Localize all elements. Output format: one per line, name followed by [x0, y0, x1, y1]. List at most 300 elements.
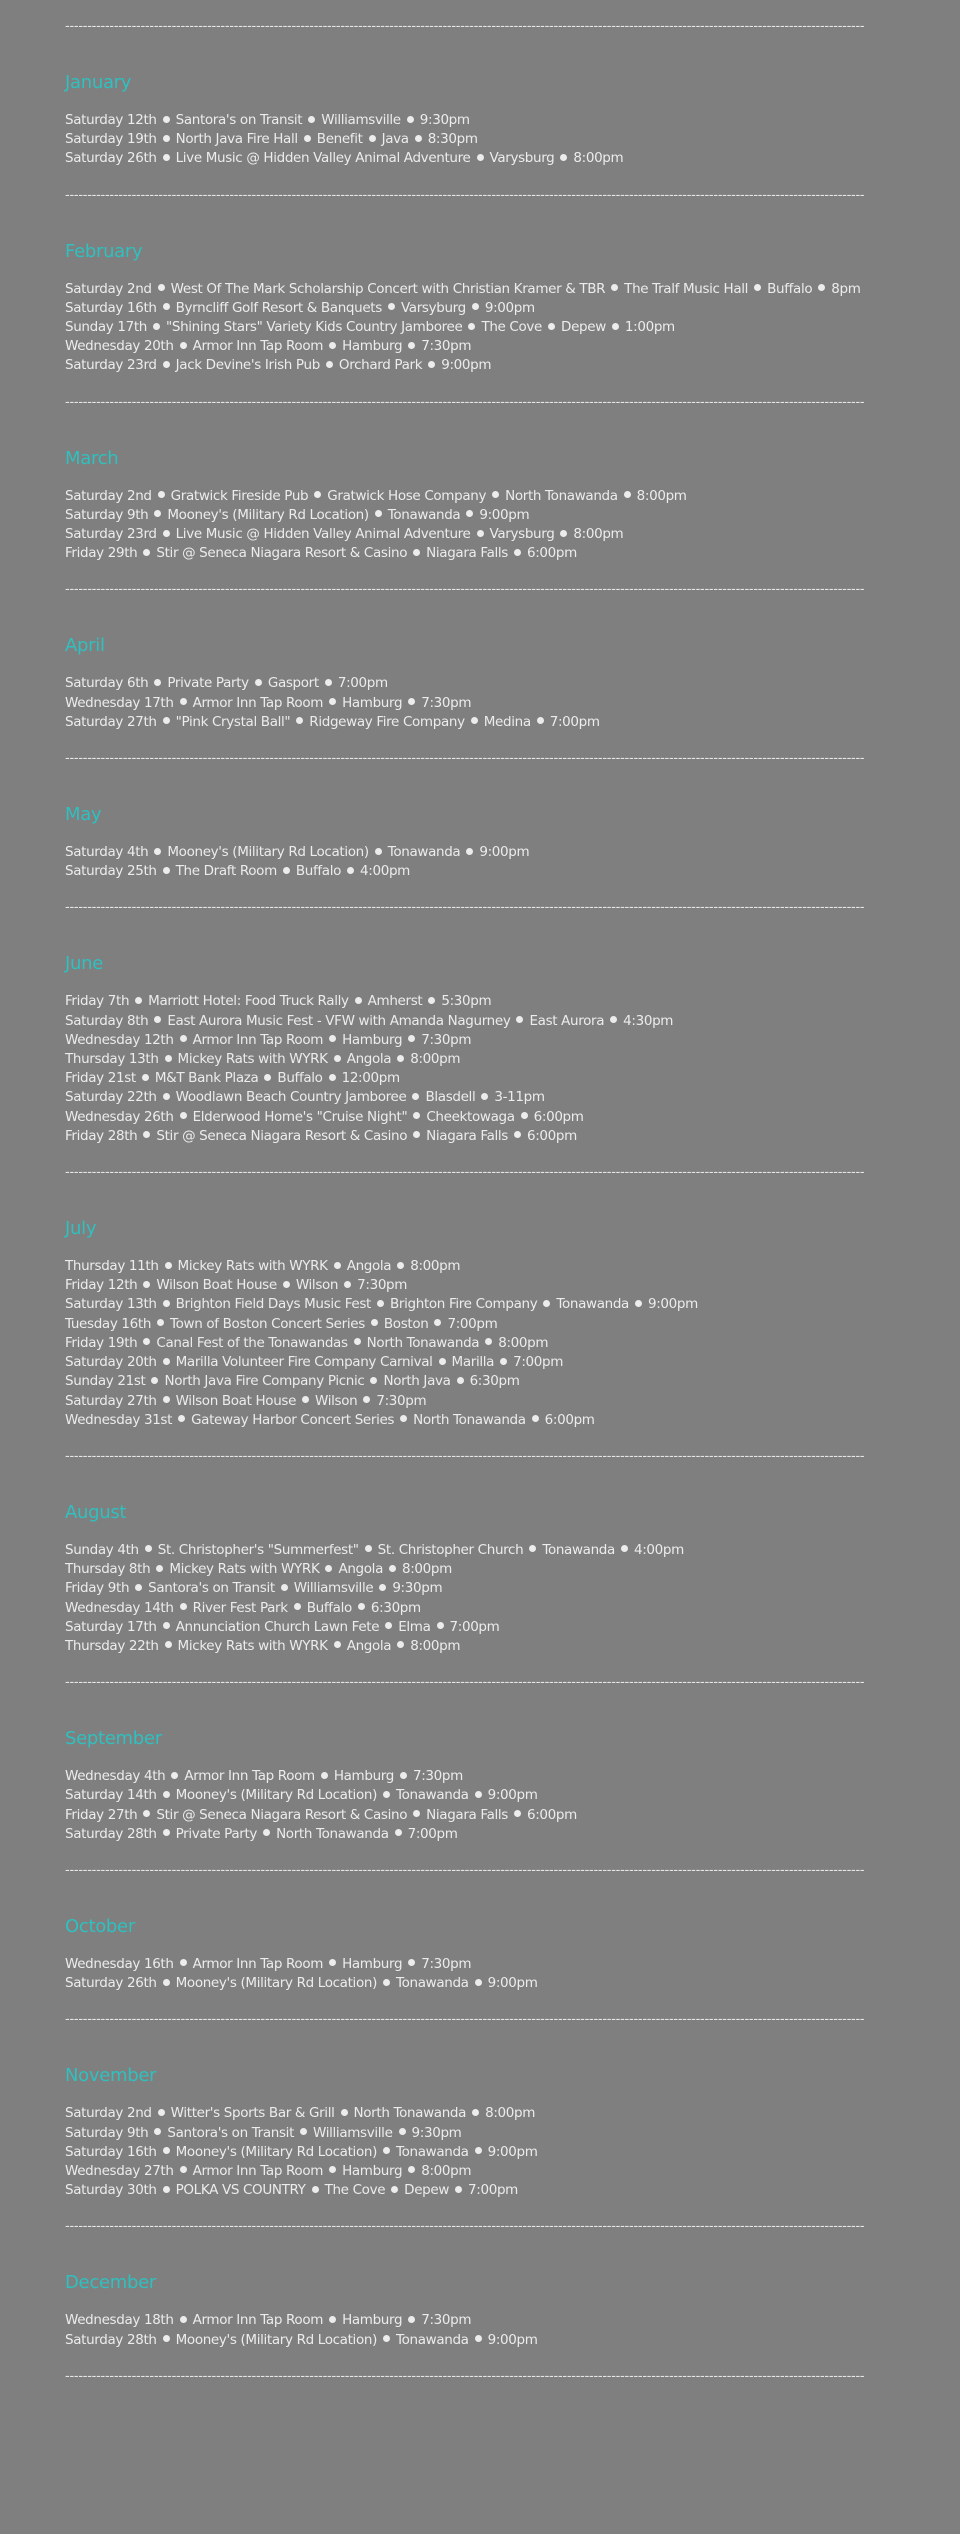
bullet-separator-icon: [154, 848, 161, 855]
event-detail: Elderwood Home's "Cruise Night": [192, 1108, 408, 1125]
bullet-separator-icon: [163, 1396, 170, 1403]
bullet-separator-icon: [142, 1074, 149, 1081]
event-detail: Buffalo: [277, 1070, 323, 1087]
event-item: [65, 2104, 960, 2123]
event-detail: Mooney's (Military Rd Location): [175, 1975, 377, 1992]
bullet-separator-icon: [163, 1093, 170, 1100]
event-detail: Hamburg: [333, 1768, 394, 1785]
schedule-list: [65, 18, 960, 2404]
event-date: Sunday 4th: [65, 1541, 139, 1558]
event-detail: Stir @ Seneca Niagara Resort & Casino: [156, 1806, 408, 1823]
bullet-separator-icon: [180, 1112, 187, 1119]
event-detail: "Pink Crystal Ball": [175, 713, 291, 730]
event-item: [65, 1372, 960, 1391]
dashed-divider: ------------------------------------------------------------------------------------------------------------------------------------------------------------------------------------: [65, 2368, 865, 2384]
event-detail: St. Christopher Church: [377, 1541, 524, 1558]
bullet-separator-icon: [475, 2335, 482, 2342]
event-date: Friday 21st: [65, 1070, 136, 1087]
event-detail: Mooney's (Military Rd Location): [175, 1787, 377, 1804]
event-detail: 6:00pm: [527, 1127, 577, 1144]
bullet-separator-icon: [400, 1415, 407, 1422]
event-detail: Hamburg: [342, 338, 403, 355]
bullet-separator-icon: [532, 1415, 539, 1422]
month-section-march: [65, 394, 960, 564]
event-list: [65, 2104, 960, 2200]
event-date: Thursday 13th: [65, 1051, 159, 1068]
event-detail: 8:00pm: [410, 1051, 461, 1068]
event-detail: Varysburg: [489, 526, 555, 543]
event-detail: Town of Boston Concert Series: [170, 1315, 365, 1332]
event-date: Saturday 23rd: [65, 357, 157, 374]
bullet-separator-icon: [154, 2128, 161, 2135]
event-detail: 6:00pm: [533, 1108, 584, 1125]
event-detail: Wilson: [315, 1392, 358, 1409]
bullet-separator-icon: [439, 1358, 446, 1365]
event-list: [65, 1955, 960, 1993]
event-date: Friday 19th: [65, 1334, 138, 1351]
event-detail: Witter's Sports Bar & Grill: [170, 2105, 335, 2122]
bullet-separator-icon: [383, 1791, 390, 1798]
event-date: Saturday 12th: [65, 112, 157, 128]
bullet-separator-icon: [397, 1262, 404, 1269]
event-detail: Ridgeway Fire Company: [309, 713, 465, 730]
bullet-separator-icon: [358, 1603, 365, 1610]
event-date: Wednesday 12th: [65, 1031, 174, 1048]
event-detail: M&T Bank Plaza: [154, 1070, 259, 1087]
bullet-separator-icon: [143, 1338, 150, 1345]
bullet-separator-icon: [163, 154, 170, 161]
event-detail: Gratwick Fireside Pub: [170, 487, 309, 504]
event-item: [65, 487, 960, 506]
bullet-separator-icon: [415, 135, 422, 142]
event-detail: North Java Fire Hall: [175, 131, 298, 148]
event-detail: 6:30pm: [469, 1373, 520, 1390]
bullet-separator-icon: [466, 848, 473, 855]
event-item: [65, 2143, 960, 2162]
event-item: [65, 1031, 960, 1050]
month-heading: February: [65, 240, 143, 262]
event-item: [65, 525, 960, 544]
event-date: Saturday 26th: [65, 1975, 157, 1992]
event-detail: Hamburg: [342, 694, 403, 711]
bullet-separator-icon: [428, 997, 435, 1004]
event-list: [65, 674, 960, 732]
bullet-separator-icon: [341, 2109, 348, 2116]
bullet-separator-icon: [163, 1358, 170, 1365]
bullet-separator-icon: [143, 549, 150, 556]
event-item: [65, 992, 960, 1011]
event-date: Wednesday 14th: [65, 1599, 174, 1616]
event-detail: Wilson: [295, 1277, 339, 1294]
bullet-separator-icon: [163, 1300, 170, 1307]
event-date: Saturday 26th: [65, 150, 157, 167]
event-date: Wednesday 26th: [65, 1108, 174, 1125]
bullet-separator-icon: [408, 2316, 415, 2323]
event-detail: North Java Fire Company Picnic: [164, 1373, 365, 1390]
event-detail: Depew: [404, 2182, 450, 2199]
event-date: Friday 12th: [65, 1277, 138, 1294]
event-detail: 6:00pm: [544, 1411, 595, 1428]
event-detail: 9:00pm: [441, 357, 492, 374]
bullet-separator-icon: [383, 2335, 390, 2342]
month-section-november: [65, 2011, 960, 2200]
event-detail: Angola: [346, 1258, 392, 1275]
bullet-separator-icon: [413, 549, 420, 556]
event-item: [65, 694, 960, 713]
bullet-separator-icon: [548, 323, 555, 330]
bullet-separator-icon: [477, 154, 484, 161]
event-item: [65, 1411, 960, 1430]
event-detail: 8:00pm: [573, 150, 624, 167]
bullet-separator-icon: [329, 1959, 336, 1966]
event-detail: 7:00pm: [337, 675, 388, 692]
bullet-separator-icon: [472, 303, 479, 310]
event-item: [65, 1334, 960, 1353]
event-detail: Santora's on Transit: [167, 2124, 295, 2141]
bullet-separator-icon: [371, 1319, 378, 1326]
event-list: [65, 487, 960, 564]
bullet-separator-icon: [412, 1093, 419, 1100]
event-date: Tuesday 16th: [65, 1315, 152, 1332]
event-detail: Angola: [346, 1051, 392, 1068]
event-detail: 8:00pm: [636, 487, 687, 504]
bullet-separator-icon: [514, 1131, 521, 1138]
bullet-separator-icon: [158, 284, 165, 291]
bullet-separator-icon: [383, 2147, 390, 2154]
event-detail: 5:30pm: [441, 993, 492, 1010]
event-date: Wednesday 18th: [65, 2312, 174, 2329]
dashed-divider: ------------------------------------------------------------------------------------------------------------------------------------------------------------------------------------: [65, 1675, 865, 1691]
event-detail: The Tralf Music Hall: [624, 280, 749, 297]
bullet-separator-icon: [347, 867, 354, 874]
bullet-separator-icon: [163, 530, 170, 537]
bullet-separator-icon: [388, 303, 395, 310]
event-detail: Tonawanda: [387, 844, 461, 861]
event-date: Wednesday 31st: [65, 1411, 173, 1428]
event-date: Wednesday 27th: [65, 2162, 174, 2179]
month-section-april: [65, 581, 960, 732]
bullet-separator-icon: [369, 135, 376, 142]
dashed-divider: ------------------------------------------------------------------------------------------------------------------------------------------------------------------------------------: [65, 2012, 865, 2028]
bullet-separator-icon: [500, 1358, 507, 1365]
event-detail: 9:30pm: [411, 2124, 462, 2141]
event-detail: 9:00pm: [479, 844, 530, 861]
bullet-separator-icon: [145, 1545, 152, 1552]
event-detail: Brighton Field Days Music Fest: [175, 1296, 371, 1313]
bullet-separator-icon: [475, 1979, 482, 1986]
month-heading: November: [65, 2065, 157, 2087]
bullet-separator-icon: [477, 530, 484, 537]
bullet-separator-icon: [370, 1377, 377, 1384]
event-detail: Armor Inn Tap Room: [192, 2312, 324, 2329]
bullet-separator-icon: [434, 1319, 441, 1326]
bullet-separator-icon: [329, 2316, 336, 2323]
bullet-separator-icon: [413, 1131, 420, 1138]
event-detail: Gratwick Hose Company: [327, 487, 487, 504]
event-detail: 6:00pm: [527, 545, 577, 562]
event-item: [65, 1974, 960, 1993]
event-detail: 6:00pm: [527, 1806, 577, 1823]
event-detail: Santora's on Transit: [175, 112, 303, 128]
event-item: [65, 1257, 960, 1276]
event-detail: 7:00pm: [407, 1825, 458, 1842]
event-detail: Jack Devine's Irish Pub: [175, 357, 320, 374]
event-item: [65, 1088, 960, 1107]
bullet-separator-icon: [379, 1584, 386, 1591]
bullet-separator-icon: [400, 1772, 407, 1779]
event-detail: Angola: [346, 1637, 392, 1654]
bullet-separator-icon: [171, 1772, 178, 1779]
event-detail: Mooney's (Military Rd Location): [175, 2331, 377, 2348]
event-detail: North Tonawanda: [353, 2105, 467, 2122]
bullet-separator-icon: [156, 1565, 163, 1572]
month-section-february: [65, 187, 960, 376]
event-detail: 7:30pm: [421, 1031, 472, 1048]
event-date: Saturday 28th: [65, 1825, 157, 1842]
event-detail: Mooney's (Military Rd Location): [167, 506, 369, 523]
event-date: Saturday 14th: [65, 1787, 157, 1804]
event-date: Thursday 22th: [65, 1637, 159, 1654]
bullet-separator-icon: [413, 1112, 420, 1119]
event-list: [65, 2311, 960, 2349]
bullet-separator-icon: [283, 867, 290, 874]
event-detail: 7:00pm: [447, 1315, 498, 1332]
bullet-separator-icon: [255, 679, 262, 686]
month-heading: October: [65, 1915, 135, 1937]
event-detail: Niagara Falls: [426, 1806, 508, 1823]
event-detail: 8:00pm: [402, 1561, 452, 1578]
bullet-separator-icon: [312, 2186, 319, 2193]
event-item: [65, 337, 960, 356]
event-item: [65, 111, 960, 130]
bullet-separator-icon: [516, 1016, 523, 1023]
event-item: [65, 356, 960, 375]
bullet-separator-icon: [163, 2335, 170, 2342]
event-detail: Mickey Rats with WYRK: [177, 1051, 328, 1068]
bullet-separator-icon: [263, 1829, 270, 1836]
event-date: Saturday 2nd: [65, 487, 152, 504]
event-detail: 9:30pm: [392, 1580, 443, 1597]
event-detail: Buffalo: [306, 1599, 352, 1616]
event-item: [65, 1541, 960, 1560]
event-item: [65, 1276, 960, 1295]
event-detail: Armor Inn Tap Room: [192, 2162, 324, 2179]
bullet-separator-icon: [163, 116, 170, 123]
event-detail: Hamburg: [342, 2312, 403, 2329]
bullet-separator-icon: [165, 1055, 172, 1062]
bullet-separator-icon: [363, 1396, 370, 1403]
event-item: [65, 2124, 960, 2143]
event-detail: 7:00pm: [549, 713, 600, 730]
bullet-separator-icon: [154, 679, 161, 686]
bullet-separator-icon: [624, 491, 631, 498]
dashed-divider: ------------------------------------------------------------------------------------------------------------------------------------------------------------------------------------: [65, 1448, 865, 1464]
bullet-separator-icon: [180, 342, 187, 349]
month-section-august: [65, 1448, 960, 1656]
event-item: [65, 1069, 960, 1088]
event-item: [65, 1392, 960, 1411]
bullet-separator-icon: [383, 1979, 390, 1986]
event-date: Friday 28th: [65, 1127, 138, 1144]
event-item: [65, 674, 960, 693]
event-item: [65, 713, 960, 732]
bullet-separator-icon: [180, 2166, 187, 2173]
bullet-separator-icon: [163, 361, 170, 368]
event-item: [65, 2311, 960, 2330]
event-detail: St. Christopher's "Summerfest": [157, 1541, 359, 1558]
event-detail: Wilson Boat House: [156, 1277, 277, 1294]
bullet-separator-icon: [485, 1338, 492, 1345]
bullet-separator-icon: [344, 1281, 351, 1288]
event-detail: Brighton Fire Company: [390, 1296, 538, 1313]
event-date: Saturday 27th: [65, 1392, 157, 1409]
event-detail: Williamsville: [321, 112, 401, 128]
bullet-separator-icon: [399, 2128, 406, 2135]
dashed-divider: ------------------------------------------------------------------------------------------------------------------------------------------------------------------------------------: [65, 187, 865, 203]
bullet-separator-icon: [329, 1074, 336, 1081]
event-detail: 9:00pm: [484, 299, 535, 316]
event-detail: Gasport: [267, 675, 319, 692]
event-date: Wednesday 16th: [65, 1955, 174, 1972]
event-detail: 9:00pm: [487, 2331, 538, 2348]
event-detail: Canal Fest of the Tonawandas: [156, 1334, 348, 1351]
event-list: [65, 1257, 960, 1430]
event-date: Wednesday 20th: [65, 338, 174, 355]
event-detail: Elma: [398, 1618, 431, 1635]
event-item: [65, 1786, 960, 1805]
event-detail: 7:30pm: [357, 1277, 408, 1294]
event-detail: 9:00pm: [647, 1296, 698, 1313]
dashed-divider: ------------------------------------------------------------------------------------------------------------------------------------------------------------------------------------: [65, 394, 865, 410]
event-detail: Marilla Volunteer Fire Company Carnival: [175, 1354, 433, 1371]
event-detail: North Tonawanda: [366, 1334, 480, 1351]
bullet-separator-icon: [302, 1396, 309, 1403]
event-detail: 9:30pm: [419, 112, 470, 128]
event-item: [65, 1579, 960, 1598]
bullet-separator-icon: [163, 1791, 170, 1798]
event-detail: Williamsville: [313, 2124, 393, 2141]
event-item: [65, 2331, 960, 2350]
bullet-separator-icon: [153, 323, 160, 330]
bullet-separator-icon: [818, 284, 825, 291]
event-detail: Armor Inn Tap Room: [192, 694, 324, 711]
event-detail: Java: [381, 131, 409, 148]
event-detail: 7:30pm: [376, 1392, 427, 1409]
event-date: Saturday 9th: [65, 506, 149, 523]
event-item: [65, 280, 960, 299]
event-item: [65, 1353, 960, 1372]
event-detail: Tonawanda: [395, 2143, 469, 2160]
dashed-divider: ------------------------------------------------------------------------------------------------------------------------------------------------------------------------------------: [65, 751, 865, 767]
event-detail: West Of The Mark Scholarship Concert with Christian Kramer & TBR: [170, 280, 606, 297]
event-detail: Tonawanda: [556, 1296, 629, 1313]
month-section-july: [65, 1164, 960, 1430]
bullet-separator-icon: [466, 510, 473, 517]
event-detail: North Tonawanda: [505, 487, 618, 504]
event-date: Saturday 13th: [65, 1296, 157, 1313]
event-detail: 4:00pm: [360, 863, 410, 880]
event-detail: "Shining Stars" Variety Kids Country Jamboree: [165, 319, 463, 336]
event-list: [65, 843, 960, 881]
bullet-separator-icon: [300, 2128, 307, 2135]
month-section-december: [65, 2218, 960, 2349]
event-date: Saturday 2nd: [65, 2105, 152, 2122]
event-detail: Armor Inn Tap Room: [192, 1031, 324, 1048]
event-item: [65, 149, 960, 168]
event-detail: Gateway Harbor Concert Series: [191, 1411, 395, 1428]
event-detail: Mooney's (Military Rd Location): [175, 2143, 377, 2160]
event-detail: Wilson Boat House: [175, 1392, 297, 1409]
event-detail: 7:00pm: [513, 1354, 564, 1371]
bullet-separator-icon: [389, 1565, 396, 1572]
bullet-separator-icon: [621, 1545, 628, 1552]
bullet-separator-icon: [165, 1262, 172, 1269]
event-item: [65, 130, 960, 149]
bullet-separator-icon: [475, 2147, 482, 2154]
event-detail: 7:30pm: [421, 694, 472, 711]
dashed-divider: ------------------------------------------------------------------------------------------------------------------------------------------------------------------------------------: [65, 1165, 865, 1181]
bullet-separator-icon: [471, 717, 478, 724]
month-section-may: [65, 750, 960, 881]
bullet-separator-icon: [304, 135, 311, 142]
bullet-separator-icon: [158, 2109, 165, 2116]
month-heading: June: [65, 953, 103, 975]
bullet-separator-icon: [180, 1603, 187, 1610]
event-item: [65, 1315, 960, 1334]
event-detail: Tonawanda: [395, 1787, 469, 1804]
bullet-separator-icon: [143, 1131, 150, 1138]
event-detail: 3-11pm: [494, 1089, 545, 1106]
bullet-separator-icon: [635, 1300, 642, 1307]
event-detail: Byrncliff Golf Resort & Banquets: [175, 299, 382, 316]
event-detail: Niagara Falls: [426, 545, 508, 562]
bullet-separator-icon: [375, 848, 382, 855]
event-detail: Mickey Rats with WYRK: [177, 1258, 328, 1275]
event-detail: Marilla: [451, 1354, 495, 1371]
event-detail: Private Party: [167, 675, 249, 692]
event-date: Thursday 11th: [65, 1258, 159, 1275]
bullet-separator-icon: [329, 698, 336, 705]
event-detail: 7:30pm: [421, 2312, 472, 2329]
event-detail: East Aurora: [529, 1012, 605, 1029]
bullet-separator-icon: [407, 116, 414, 123]
event-detail: Tonawanda: [395, 2331, 469, 2348]
bullet-separator-icon: [143, 1281, 150, 1288]
event-item: [65, 2181, 960, 2200]
event-detail: 9:00pm: [487, 1787, 538, 1804]
event-detail: Amherst: [367, 993, 423, 1010]
event-date: Friday 9th: [65, 1580, 130, 1597]
month-heading: May: [65, 804, 102, 826]
event-detail: Niagara Falls: [426, 1127, 508, 1144]
event-date: Saturday 23rd: [65, 526, 157, 543]
month-heading: July: [65, 1218, 97, 1240]
event-detail: 9:00pm: [479, 506, 530, 523]
bullet-separator-icon: [163, 1979, 170, 1986]
bullet-separator-icon: [329, 2166, 336, 2173]
bullet-separator-icon: [163, 717, 170, 724]
month-heading: September: [65, 1728, 162, 1750]
bullet-separator-icon: [321, 1772, 328, 1779]
event-detail: 7:00pm: [449, 1618, 500, 1635]
event-detail: Varsyburg: [400, 299, 466, 316]
bullet-separator-icon: [329, 1035, 336, 1042]
bullet-separator-icon: [611, 284, 618, 291]
event-detail: 12:00pm: [341, 1070, 400, 1087]
bullet-separator-icon: [308, 116, 315, 123]
event-detail: 8:30pm: [427, 131, 478, 148]
event-date: Saturday 6th: [65, 675, 149, 692]
